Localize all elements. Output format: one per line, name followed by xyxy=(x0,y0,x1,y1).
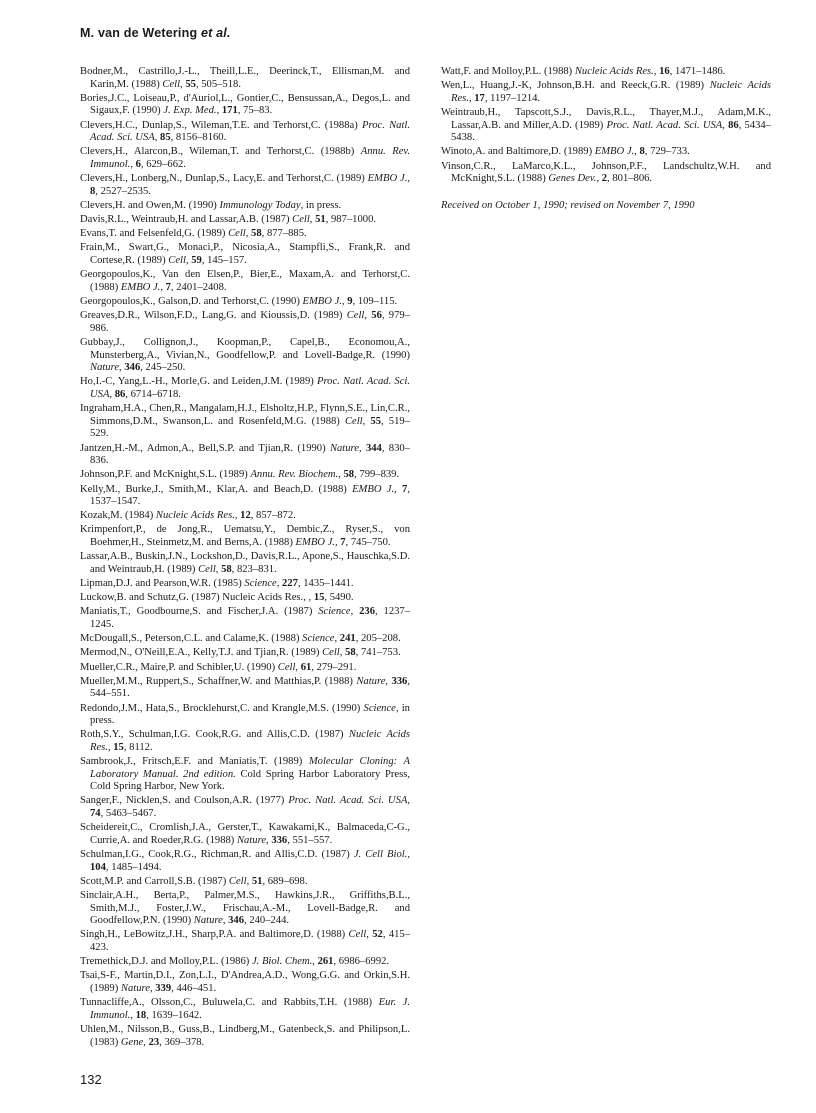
reference-authors: Luckow,B. and Schutz,G. (1987) Nucleic Acids Res., xyxy=(80,592,309,604)
reference-volume: 52 xyxy=(372,929,383,941)
reference-volume: 6 xyxy=(135,158,141,170)
reference-authors: Greaves,D.R., Wilson,F.D., Lang,G. and Kioussis,D. (1989) xyxy=(80,310,347,322)
reference-authors: Bories,J.C., Loiseau,P., d'Auriol,L., Gontier,C., Bensussan,A., Degos,L. and Sigaux,F. (1990) xyxy=(80,92,410,117)
reference-authors: Mermod,N., O'Neill,E.A., Kelly,T.J. and Tjian,R. (1989) xyxy=(80,647,323,659)
reference-authors: Lipman,D.J. and Pearson,W.R. (1985) xyxy=(80,578,245,590)
reference-volume: 56 xyxy=(371,310,382,322)
reference-pages: , in press. xyxy=(90,702,410,727)
reference-authors: Sinclair,A.H., Berta,P., Palmer,M.S., Hawkins,J.R., Griffiths,B.L., Smith,M.J., Foster,J.W., Frischau,A.-M., Lovell-Badge,R. and Goodfellow,P.N. (1990) xyxy=(80,890,410,927)
reference-authors: Sanger,F., Nicklen,S. and Coulson,A.R. (1977) xyxy=(80,795,289,807)
reference-volume: 336 xyxy=(391,675,408,687)
reference-journal: J. Biol. Chem. xyxy=(251,956,313,968)
reference-pages: , 979–986. xyxy=(90,310,410,334)
reference-pages: , 5463–5467. xyxy=(100,808,157,820)
reference-entry: Tsai,S-F., Martin,D.I., Zon,L.I., D'Andrea,A.D., Wong,G.G. and Orkin,S.H. (1989) Nature, 339, 446–451. xyxy=(80,970,410,994)
reference-pages: , 544–551. xyxy=(90,675,410,700)
reference-pages: , 1237–1245. xyxy=(90,606,411,630)
reference-journal: Nature xyxy=(193,915,223,927)
reference-authors: Tremethick,D.J. and Molloy,P.L. (1986) xyxy=(80,956,252,968)
reference-entry: Ingraham,H.A., Chen,R., Mangalam,H.J., Elsholtz,H.P., Flynn,S.E., Lin,C.R., Simmons,D.M., Swanson,L. and Rosenfeld,M.G. (1988) Cell, 55, 519–529. xyxy=(80,403,410,440)
reference-authors: Clevers,H. and Owen,M. (1990) xyxy=(80,199,220,211)
reference-pages: , 6714–6718. xyxy=(125,388,181,400)
reference-volume: 16 xyxy=(659,66,670,77)
reference-volume: 8 xyxy=(90,185,96,197)
page-number: 132 xyxy=(80,1072,102,1087)
reference-authors: Gubbay,J., Collignon,J., Koopman,P., Capel,B., Economou,A., Munsterberg,A., Vivian,N., Goodfellow,P. and Lovell-Badge,R. (1990) xyxy=(80,337,410,361)
reference-volume: 58 xyxy=(251,228,262,240)
reference-entry: Clevers,H.C., Dunlap,S., Wileman,T.E. and Terhorst,C. (1988a) Proc. Natl. Acad. Sci. USA, 85, 8156–8160. xyxy=(80,119,410,144)
reference-journal: Cell xyxy=(346,310,365,322)
reference-pages: , 2527–2535. xyxy=(95,185,151,197)
reference-volume: 58 xyxy=(343,469,355,481)
reference-authors: Redondo,J.M., Hata,S., Brocklehurst,C. and Krangle,M.S. (1990) xyxy=(80,702,364,714)
reference-volume: 9 xyxy=(347,296,353,308)
reference-pages: , 551–557. xyxy=(287,834,333,846)
reference-entry: Luckow,B. and Schutz,G. (1987) Nucleic Acids Res., , 15, 5490. xyxy=(80,592,354,604)
reference-entry xyxy=(80,200,410,213)
reference-authors: Bodner,M., Castrillo,J.-L., Theill,L.E., Deerinck,T., Ellisman,M. and Karin,M. (1988) xyxy=(80,66,410,90)
reference-entry: Ho,I.-C, Yang,L.-H., Morle,G. and Leiden,J.M. (1989) Proc. Natl. Acad. Sci. USA, 86, 6714–6718. xyxy=(80,376,410,400)
reference-journal: Proc. Natl. Acad. Sci. USA xyxy=(606,119,723,131)
reference-volume: 23 xyxy=(148,1036,160,1048)
reference-entry: Evans,T. and Felsenfeld,G. (1989) Cell, 58, 877–885. xyxy=(80,228,307,240)
reference-journal: Nature xyxy=(90,362,120,374)
reference-journal: Nature xyxy=(236,834,267,846)
reference-pages: , 1471–1486. xyxy=(669,66,726,77)
reference-authors: Tsai,S-F., Martin,D.I., Zon,L.I., D'Andrea,A.D., Wong,G.G. and Orkin,S.H. (1989) xyxy=(80,970,410,994)
reference-pages: , in press. xyxy=(300,199,342,211)
reference-volume: 261 xyxy=(317,956,334,968)
reference-authors: Schulman,I.G., Cook,R.G., Richman,R. and Allis,C.D. (1987) xyxy=(80,849,354,861)
reference-volume: 336 xyxy=(271,834,288,846)
reference-pages: , 109–115. xyxy=(352,296,398,308)
reference-authors: Vinson,C.R., LaMarco,K.L., Johnson,P.F., Landschultz,W.H. and McKnight,S.L. (1988) xyxy=(441,160,771,185)
reference-pages: , 987–1000. xyxy=(325,214,377,226)
reference-volume: 18 xyxy=(135,1009,147,1021)
reference-authors: Johnson,P.F. and McKnight,S.L. (1989) xyxy=(80,469,251,481)
reference-authors: Uhlen,M., Nilsson,B., Guss,B., Lindberg,M., Gatenbeck,S. and Philipson,L. (1983) xyxy=(80,1023,410,1048)
reference-journal: Cell xyxy=(344,415,363,427)
reference-authors: Scheidereit,C., Cromlish,J.A., Gerster,T., Kawakami,K., Balmaceda,C-G., Currie,A. and Roeder,R.G. (1988) xyxy=(80,822,410,846)
reference-journal: Molecular Cloning: A Laboratory Manual. 2nd edition. xyxy=(90,756,410,780)
reference-pages: , 1485–1494. xyxy=(105,861,162,873)
reference-journal: EMBO J. xyxy=(302,296,342,308)
reference-authors: Kozak,M. (1984) xyxy=(80,510,156,522)
reference-journal: Science xyxy=(244,578,277,590)
reference-authors: Clevers,H., Lonberg,N., Dunlap,S., Lacy,E. and Terhorst,C. (1989) xyxy=(80,173,368,185)
reference-volume: 346 xyxy=(124,362,141,374)
reference-volume: 15 xyxy=(313,592,325,604)
reference-volume: 236 xyxy=(359,606,375,618)
reference-authors: Ingraham,H.A., Chen,R., Mangalam,H.J., Elsholtz,H.P., Flynn,S.E., Lin,C.R., Simmons,D.M., Swanson,L. and Rosenfeld,M.G. (1988) xyxy=(80,403,410,427)
reference-entry: Frain,M., Swart,G., Monaci,P., Nicosia,A., Stampfli,S., Frank,R. and Cortese,R. (1989) Cell, 59, 145–157. xyxy=(80,242,410,267)
reference-journal: Cell xyxy=(198,563,216,575)
reference-journal: Proc. Natl. Acad. Sci. USA xyxy=(90,376,410,400)
reference-journal: Cell xyxy=(277,661,296,673)
reference-volume: 58 xyxy=(221,563,232,575)
reference-authors: Mueller,M.M., Ruppert,S., Schaffner,W. and Matthias,P. (1988) xyxy=(80,675,357,687)
reference-volume: 74 xyxy=(90,808,101,820)
reference-journal: Proc. Natl. Acad. Sci. USA xyxy=(288,795,408,807)
reference-journal: Cell xyxy=(168,255,186,267)
reference-pages: , 240–244. xyxy=(244,915,290,927)
reference-entry: Clevers,H., Alarcon,B., Wileman,T. and Terhorst,C. (1988b) Annu. Rev. Immunol., 6, 629–662. xyxy=(80,146,410,170)
reference-pages: , 877–885. xyxy=(261,228,307,240)
reference-entry: Mermod,N., O'Neill,E.A., Kelly,T.J. and Tjian,R. (1989) Cell, 58, 741–753. xyxy=(80,647,401,659)
reference-entry: Kelly,M., Burke,J., Smith,M., Klar,A. and Beach,D. (1988) EMBO J., 7, 1537–1547. xyxy=(80,483,410,508)
reference-journal: Nature xyxy=(329,442,359,454)
reference-pages: , 857–872. xyxy=(250,510,296,522)
reference-pages: , 830–836. xyxy=(90,442,410,467)
reference-journal: Cell xyxy=(162,78,181,90)
reference-journal: Nucleic Acids Res. xyxy=(451,80,771,104)
reference-volume: 15 xyxy=(113,741,124,753)
reference-authors: Weintraub,H., Tapscott,S.J., Davis,R.L., Thayer,M.J., Adam,M.K., Lassar,A.B. and Miller,A.D. (1989) xyxy=(441,106,771,131)
reference-entry: Maniatis,T., Goodbourne,S. and Fischer,J.A. (1987) Science, 236, 1237–1245. xyxy=(80,606,411,630)
running-header xyxy=(80,26,231,40)
reference-pages: , 689–698. xyxy=(262,875,308,887)
header-authors: M. van de Wetering xyxy=(80,26,198,40)
reference-volume: 85 xyxy=(160,132,171,144)
reference-volume: 344 xyxy=(365,442,382,454)
reference-journal: Nucleic Acids Res. xyxy=(574,66,654,77)
reference-entry: Georgopoulos,K., Galson,D. and Terhorst,C. (1990) EMBO J., 9, 109–115. xyxy=(80,296,398,308)
reference-authors: Krimpenfort,P., de Jong,R., Uematsu,Y., Dembic,Z., Ryser,S., von Boehmer,H., Steinmetz,M. and Berns,A. (1988) xyxy=(80,524,410,549)
reference-volume: 51 xyxy=(251,875,263,887)
reference-authors: Frain,M., Swart,G., Monaci,P., Nicosia,A., Stampfli,S., Frank,R. and Cortese,R. (1989) xyxy=(80,242,410,267)
reference-entry: Georgopoulos,K., Van den Elsen,P., Bier,E., Maxam,A. and Terhorst,C. (1988) EMBO J., 7, 2401–2408. xyxy=(80,269,410,293)
reference-pages: , 279–291. xyxy=(311,661,357,673)
reference-journal: Science xyxy=(363,702,396,714)
reference-journal: Annu. Rev. Biochem. xyxy=(250,469,339,481)
reference-volume: 7 xyxy=(402,483,408,495)
reference-journal: Gene xyxy=(120,1036,144,1048)
reference-journal: Nature xyxy=(120,982,150,994)
reference-journal: Immunology Today xyxy=(219,199,301,211)
reference-entry: Lassar,A.B., Buskin,J.N., Lockshon,D., Davis,R.L., Apone,S., Hauschka,S.D. and Weintraub,H. (1989) Cell, 58, 823–831. xyxy=(80,551,410,575)
header-etal: et al. xyxy=(200,26,231,40)
reference-journal: Eur. J. Immunol. xyxy=(90,997,410,1021)
reference-pages: , 1537–1547. xyxy=(90,483,410,508)
reference-pages: Cold Spring Harbor Laboratory Press, Cold Spring Harbor, New York. xyxy=(90,768,410,793)
reference-volume: 55 xyxy=(370,415,382,427)
reference-entry: Singh,H., LeBowitz,J.H., Sharp,P.A. and Baltimore,D. (1988) Cell, 52, 415–423. xyxy=(80,929,411,953)
reference-journal: EMBO J. xyxy=(352,483,395,495)
reference-journal: J. Exp. Med. xyxy=(163,105,217,117)
reference-pages: , 729–733. xyxy=(644,146,690,158)
reference-pages: , 519–529. xyxy=(90,415,410,440)
reference-volume: 58 xyxy=(345,647,356,659)
reference-pages: , 505–518. xyxy=(195,78,241,90)
reference-authors: Tunnacliffe,A., Olsson,C., Buluwela,C. and Rabbits,T.H. (1988) xyxy=(80,997,379,1009)
reference-pages: , 369–378. xyxy=(159,1036,205,1048)
reference-pages: , 8112. xyxy=(123,741,153,753)
reference-volume: 7 xyxy=(340,537,346,549)
reference-entry: Bodner,M., Castrillo,J.-L., Theill,L.E., Deerinck,T., Ellisman,M. and Karin,M. (1988) Cell, 55, 505–518. xyxy=(80,66,410,90)
reference-pages: , 145–157. xyxy=(201,255,247,267)
reference-authors: Watt,F. and Molloy,P.L. (1988) xyxy=(441,66,575,77)
reference-journal: EMBO J. xyxy=(367,173,408,185)
reference-pages: , 741–753. xyxy=(355,647,401,659)
reference-entry: Mueller,M.M., Ruppert,S., Schaffner,W. and Matthias,P. (1988) Nature, 336, 544–551. xyxy=(80,675,410,700)
reference-pages: , 415–423. xyxy=(90,929,411,953)
reference-authors: Wen,L., Huang,J.-K, Johnson,B.H. and Reeck,G.R. (1989) xyxy=(441,80,710,92)
reference-volume: 55 xyxy=(185,78,196,90)
reference-entry: Schulman,I.G., Cook,R.G., Richman,R. and Allis,C.D. (1987) J. Cell Biol., 104, 1485–1494. xyxy=(80,849,410,873)
reference-entry: Scheidereit,C., Cromlish,J.A., Gerster,T., Kawakami,K., Balmaceda,C-G., Currie,A. and Roeder,R.G. (1988) Nature, 336, 551–557. xyxy=(80,822,410,846)
reference-entry: Sinclair,A.H., Berta,P., Palmer,M.S., Hawkins,J.R., Griffiths,B.L., Smith,M.J., Foster,J.W., Frischau,A.-M., Lovell-Badge,R. and Goodfellow,P.N. (1990) Nature, 346, 240–244. xyxy=(80,890,410,927)
reference-authors: Jantzen,H.-M., Admon,A., Bell,S.P. and Tjian,R. (1990) xyxy=(80,442,330,454)
reference-entry: Uhlen,M., Nilsson,B., Guss,B., Lindberg,M., Gatenbeck,S. and Philipson,L. (1983) Gene, 23, 369–378. xyxy=(80,1023,410,1048)
reference-volume: 346 xyxy=(228,915,245,927)
reference-volume: 2 xyxy=(601,173,608,185)
references-right-column xyxy=(441,66,771,221)
reference-entry: Davis,R.L., Weintraub,H. and Lassar,A.B. (1987) Cell, 51, 987–1000. xyxy=(80,214,377,226)
reference-authors: Sambrook,J., Fritsch,E.F. and Maniatis,T. (1989) xyxy=(80,756,309,768)
reference-entry xyxy=(80,703,410,728)
reference-pages: , 6986–6992. xyxy=(333,956,390,968)
reference-journal: EMBO J. xyxy=(594,146,635,158)
reference-volume: 12 xyxy=(240,510,251,522)
reference-pages: , 823–831. xyxy=(231,563,277,575)
reference-entry: Johnson,P.F. and McKnight,S.L. (1989) Annu. Rev. Biochem., 58, 799–839. xyxy=(80,469,400,481)
reference-entry: Gubbay,J., Collignon,J., Koopman,P., Capel,B., Economou,A., Munsterberg,A., Vivian,N., Goodfellow,P. and Lovell-Badge,R. (1990) Nature, 346, 245–250. xyxy=(80,337,410,374)
reference-authors: Evans,T. and Felsenfeld,G. (1989) xyxy=(80,228,229,240)
reference-journal: Nucleic Acids Res. xyxy=(155,510,235,522)
reference-journal: Science xyxy=(318,606,351,618)
reference-pages: , 1639–1642. xyxy=(146,1009,202,1021)
reference-volume: 86 xyxy=(728,119,739,131)
reference-journal: Cell xyxy=(292,214,310,226)
reference-journal: Cell xyxy=(348,929,367,941)
reference-pages: , 1197–1214. xyxy=(484,92,541,104)
reference-authors: McDougall,S., Peterson,C.L. and Calame,K. (1988) xyxy=(80,633,303,645)
reference-volume: 7 xyxy=(165,281,171,293)
reference-entry: Tunnacliffe,A., Olsson,C., Buluwela,C. and Rabbits,T.H. (1988) Eur. J. Immunol., 18, 1639–1642. xyxy=(80,997,410,1021)
reference-entry: Jantzen,H.-M., Admon,A., Bell,S.P. and Tjian,R. (1990) Nature, 344, 830–836. xyxy=(80,442,410,467)
reference-authors: Clevers,H.C., Dunlap,S., Wileman,T.E. and Terhorst,C. (1988a) xyxy=(80,119,362,131)
reference-journal: Proc. Natl. Acad. Sci. USA xyxy=(90,119,410,144)
reference-volume: 61 xyxy=(300,661,312,673)
reference-entry: McDougall,S., Peterson,C.L. and Calame,K. (1988) Science, 241, 205–208. xyxy=(80,633,401,645)
reference-journal: Genes Dev. xyxy=(548,173,597,185)
reference-entry: Greaves,D.R., Wilson,F.D., Lang,G. and Kioussis,D. (1989) Cell, 56, 979–986. xyxy=(80,310,410,334)
reference-pages: , 801–806. xyxy=(607,173,653,185)
reference-entry xyxy=(80,756,410,794)
reference-volume: 51 xyxy=(315,214,326,226)
reference-pages: , 245–250. xyxy=(140,362,186,374)
reference-pages: , 446–451. xyxy=(171,982,217,994)
reference-volume: 339 xyxy=(155,982,172,994)
reference-entry: Scott,M.P. and Carroll,S.B. (1987) Cell, 51, 689–698. xyxy=(80,875,308,887)
reference-entry: Sanger,F., Nicklen,S. and Coulson,A.R. (1977) Proc. Natl. Acad. Sci. USA, 74, 5463–5467. xyxy=(80,795,411,820)
reference-authors: Maniatis,T., Goodbourne,S. and Fischer,J.A. (1987) xyxy=(80,606,319,618)
reference-journal: Science xyxy=(302,633,335,645)
reference-entry: Tremethick,D.J. and Molloy,P.L. (1986) J. Biol. Chem., 261, 6986–6992. xyxy=(80,956,390,968)
reference-pages: , 629–662. xyxy=(140,158,186,170)
reference-journal: Cell xyxy=(228,228,246,240)
reference-authors: Mueller,C.R., Maire,P. and Schibler,U. (1990) xyxy=(80,661,278,673)
reference-authors: Scott,M.P. and Carroll,S.B. (1987) xyxy=(80,875,229,887)
reference-pages: , 745–750. xyxy=(345,537,391,549)
reference-entry: Lipman,D.J. and Pearson,W.R. (1985) Science, 227, 1435–1441. xyxy=(80,578,354,590)
reference-volume: 17 xyxy=(474,92,485,104)
reference-volume: 86 xyxy=(114,388,126,400)
reference-volume: 241 xyxy=(339,633,356,645)
reference-volume: 227 xyxy=(282,578,298,590)
reference-authors: Winoto,A. and Baltimore,D. (1989) xyxy=(441,146,595,158)
reference-entry: Wen,L., Huang,J.-K, Johnson,B.H. and Reeck,G.R. (1989) Nucleic Acids Res., 17, 1197–1214. xyxy=(441,80,771,104)
reference-journal: Annu. Rev. Immunol. xyxy=(90,146,410,170)
reference-entry: Weintraub,H., Tapscott,S.J., Davis,R.L., Thayer,M.J., Adam,M.K., Lassar,A.B. and Miller,A.D. (1989) Proc. Natl. Acad. Sci. USA, 86, 5434–5438. xyxy=(441,106,772,144)
reference-entry: Watt,F. and Molloy,P.L. (1988) Nucleic Acids Res., 16, 1471–1486. xyxy=(441,66,726,77)
reference-authors: Kelly,M., Burke,J., Smith,M., Klar,A. and Beach,D. (1988) xyxy=(80,483,353,495)
reference-authors: Georgopoulos,K., Galson,D. and Terhorst,C. (1990) xyxy=(80,296,303,308)
references-left-column xyxy=(80,66,410,1051)
reference-entry: Mueller,C.R., Maire,P. and Schibler,U. (1990) Cell, 61, 279–291. xyxy=(80,661,357,673)
received-note: Received on October 1, 1990; revised on November 7, 1990 xyxy=(441,199,695,211)
reference-authors: Lassar,A.B., Buskin,J.N., Lockshon,D., Davis,R.L., Apone,S., Hauschka,S.D. and Weintraub,H. (1989) xyxy=(80,551,410,575)
reference-volume: 8 xyxy=(639,146,645,158)
reference-authors: Georgopoulos,K., Van den Elsen,P., Bier,E., Maxam,A. and Terhorst,C. (1988) xyxy=(80,269,410,293)
reference-pages: , 5434–5438. xyxy=(451,119,772,144)
reference-volume: 104 xyxy=(90,861,106,873)
reference-authors: Roth,S.Y., Schulman,I.G. Cook,R.G. and Allis,C.D. (1987) xyxy=(80,729,349,741)
reference-entry: Kozak,M. (1984) Nucleic Acids Res., 12, 857–872. xyxy=(80,510,296,522)
reference-entry: Krimpenfort,P., de Jong,R., Uematsu,Y., Dembic,Z., Ryser,S., von Boehmer,H., Steinmetz,M. and Berns,A. (1988) EMBO J., 7, 745–750. xyxy=(80,524,410,549)
reference-journal: EMBO J. xyxy=(295,537,335,549)
reference-volume: 171 xyxy=(221,105,238,117)
reference-pages: , 2401–2408. xyxy=(170,281,227,293)
reference-pages: , 799–839. xyxy=(354,469,400,481)
reference-journal: Cell xyxy=(228,875,247,887)
reference-volume: 59 xyxy=(191,255,202,267)
reference-authors: Clevers,H., Alarcon,B., Wileman,T. and Terhorst,C. (1988b) xyxy=(80,146,361,158)
reference-journal: J. Cell Biol. xyxy=(353,849,408,861)
reference-pages: , 205–208. xyxy=(355,633,401,645)
reference-authors: Singh,H., LeBowitz,J.H., Sharp,P.A. and Baltimore,D. (1988) xyxy=(80,929,349,941)
reference-entry: Winoto,A. and Baltimore,D. (1989) EMBO J., 8, 729–733. xyxy=(441,146,690,158)
reference-authors: Davis,R.L., Weintraub,H. and Lassar,A.B. (1987) xyxy=(80,214,293,226)
reference-entry: Bories,J.C., Loiseau,P., d'Auriol,L., Gontier,C., Bensussan,A., Degos,L. and Sigaux,F. (1990) J. Exp. Med., 171, 75–83. xyxy=(80,92,410,117)
reference-journal: Nucleic Acids Res. xyxy=(90,729,410,753)
reference-journal: EMBO J. xyxy=(120,281,161,293)
reference-journal: Nature xyxy=(356,675,386,687)
reference-entry: Roth,S.Y., Schulman,I.G. Cook,R.G. and Allis,C.D. (1987) Nucleic Acids Res., 15, 8112. xyxy=(80,729,410,753)
reference-pages: , 1435–1441. xyxy=(297,578,354,590)
reference-entry: Vinson,C.R., LaMarco,K.L., Johnson,P.F., Landschultz,W.H. and McKnight,S.L. (1988) Genes Dev., 2, 801–806. xyxy=(441,160,771,185)
reference-pages: , 8156–8160. xyxy=(170,132,227,144)
reference-journal: Cell xyxy=(322,647,340,659)
reference-entry: Clevers,H., Lonberg,N., Dunlap,S., Lacy,E. and Terhorst,C. (1989) EMBO J., 8, 2527–2535. xyxy=(80,173,410,197)
reference-authors: Ho,I.-C, Yang,L.-H., Morle,G. and Leiden,J.M. (1989) xyxy=(80,376,317,388)
reference-pages: , 75–83. xyxy=(237,105,273,117)
reference-pages: , 5490. xyxy=(324,592,354,604)
